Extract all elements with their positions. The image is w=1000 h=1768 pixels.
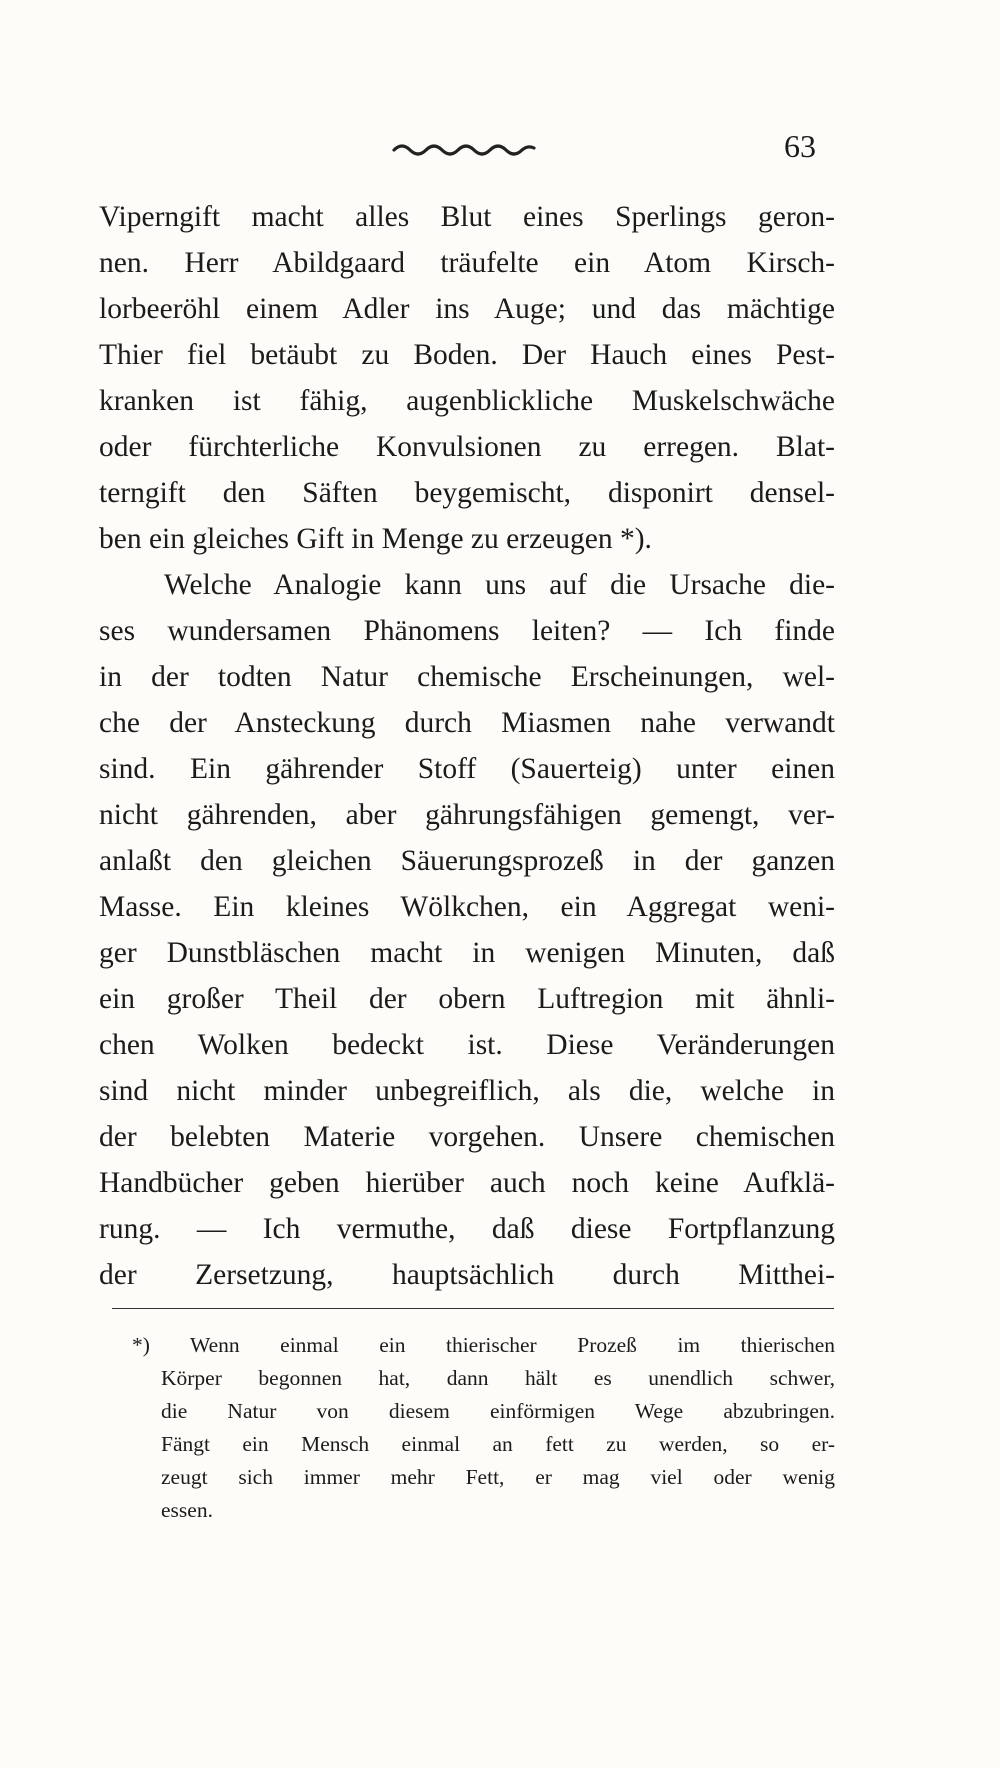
text-line: kranken ist fähig, augenblickliche Muskelschwäche <box>99 385 835 417</box>
page-number: 63 <box>784 128 816 164</box>
text-line: ein großer Theil der obern Luftregion mit ähnli- <box>99 983 835 1015</box>
footnote-line: Körper begonnen hat, dann hält es unendlich schwer, <box>161 1366 835 1390</box>
footnote-divider <box>112 1308 834 1309</box>
text-line: der Zersetzung, hauptsächlich durch Mitthei- <box>99 1259 835 1291</box>
footnote <box>132 1329 835 1527</box>
text-line: ger Dunstbläschen macht in wenigen Minuten, daß <box>99 937 835 969</box>
text-line: sind. Ein gährender Stoff (Sauerteig) unter einen <box>99 753 835 785</box>
footnote-line: essen. <box>161 1498 213 1522</box>
text-line: ben ein gleiches Gift in Menge zu erzeugen *). <box>99 523 652 555</box>
wavy-line-ornament-icon <box>388 136 538 160</box>
footnote-line: *) Wenn einmal ein thierischer Prozeß im thierischen <box>132 1333 835 1357</box>
text-line: Handbücher geben hierüber auch noch keine Aufklä- <box>99 1167 835 1199</box>
text-line: Masse. Ein kleines Wölkchen, ein Aggregat weni- <box>99 891 835 923</box>
text-line: Welche Analogie kann uns auf die Ursache die- <box>164 569 835 601</box>
text-line: der belebten Materie vorgehen. Unsere chemischen <box>99 1121 835 1153</box>
main-text <box>99 194 835 1298</box>
text-line: chen Wolken bedeckt ist. Diese Veränderungen <box>99 1029 835 1061</box>
text-line: lorbeeröhl einem Adler ins Auge; und das mächtige <box>99 293 835 325</box>
footnote-line: zeugt sich immer mehr Fett, er mag viel oder wenig <box>161 1465 835 1489</box>
footnote-line: Fängt ein Mensch einmal an fett zu werden, so er- <box>161 1432 835 1456</box>
text-line: terngift den Säften beygemischt, disponirt densel- <box>99 477 835 509</box>
text-line: oder fürchterliche Konvulsionen zu erregen. Blat- <box>99 431 835 463</box>
footnote-line: die Natur von diesem einförmigen Wege abzubringen. <box>161 1399 835 1423</box>
text-line: ses wundersamen Phänomens leiten? — Ich finde <box>99 615 835 647</box>
text-line: in der todten Natur chemische Erscheinungen, wel- <box>99 661 835 693</box>
text-line: nicht gährenden, aber gährungsfähigen gemengt, ver- <box>99 799 835 831</box>
text-line: Viperngift macht alles Blut eines Sperlings geron- <box>99 201 835 233</box>
text-line: anlaßt den gleichen Säuerungsprozeß in der ganzen <box>99 845 835 877</box>
text-line: Thier fiel betäubt zu Boden. Der Hauch eines Pest- <box>99 339 835 371</box>
text-line: nen. Herr Abildgaard träufelte ein Atom Kirsch- <box>99 247 835 279</box>
text-line: sind nicht minder unbegreiflich, als die, welche in <box>99 1075 835 1107</box>
text-line: che der Ansteckung durch Miasmen nahe verwandt <box>99 707 835 739</box>
text-line: rung. — Ich vermuthe, daß diese Fortpflanzung <box>99 1213 835 1245</box>
